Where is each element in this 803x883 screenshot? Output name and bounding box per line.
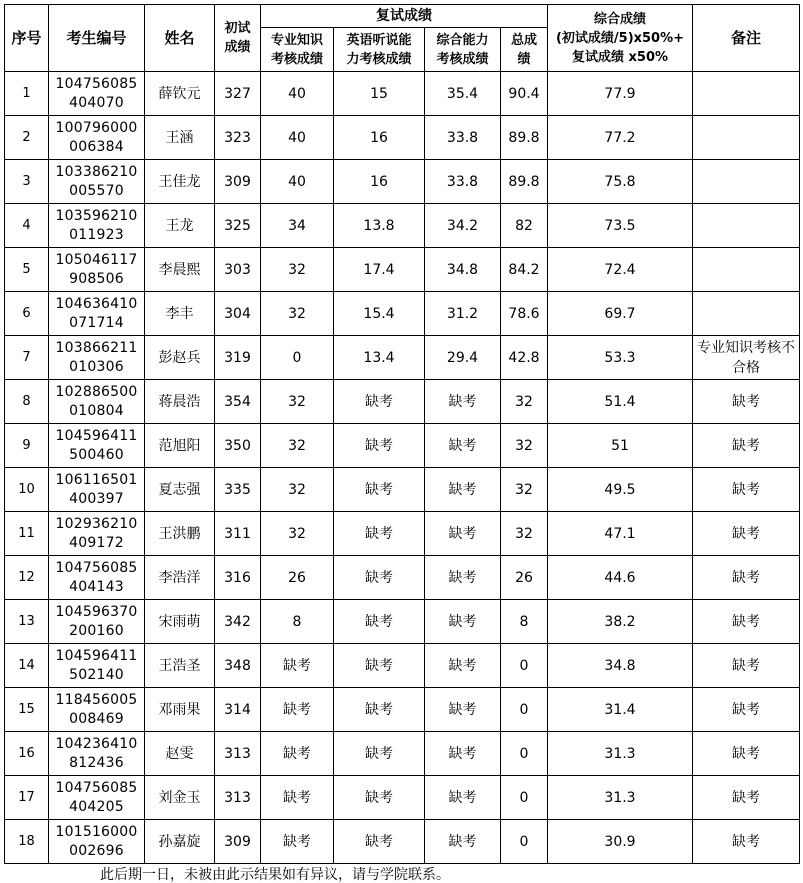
cell-total: 0 (501, 732, 548, 776)
cell-comprehensive: 29.4 (425, 336, 501, 380)
cell-exam-no-line: 103386210 (55, 163, 138, 180)
header-overall (548, 5, 693, 72)
cell-overall: 38.2 (548, 600, 693, 644)
cell-exam-no-line: 500460 (69, 446, 124, 463)
cell-total: 32 (501, 468, 548, 512)
cell-english: 缺考 (334, 556, 425, 600)
cell-total: 8 (501, 600, 548, 644)
cell-total: 32 (501, 512, 548, 556)
table-row (5, 72, 800, 116)
cell-exam-no-line: 104596411 (55, 427, 138, 444)
header-initial-score (215, 5, 261, 72)
cell-total: 0 (501, 776, 548, 820)
cell-name: 薛钦元 (145, 72, 215, 116)
cell-exam-no-line: 101516000 (55, 823, 138, 840)
cell-index: 10 (5, 468, 49, 512)
cell-total: 42.8 (501, 336, 548, 380)
cell-index: 8 (5, 380, 49, 424)
cell-overall: 53.3 (548, 336, 693, 380)
header-english-line1: 英语听说能 (346, 32, 412, 48)
cell-initial-score: 316 (215, 556, 261, 600)
cell-exam-no-line: 010804 (69, 402, 124, 419)
cell-initial-score: 335 (215, 468, 261, 512)
table-row (5, 512, 800, 556)
cell-total: 82 (501, 204, 548, 248)
cell-professional: 32 (261, 292, 334, 336)
header-initial-score-line1: 初试 (224, 21, 251, 36)
cell-overall: 31.3 (548, 776, 693, 820)
table-row (5, 820, 800, 864)
cell-comprehensive: 缺考 (425, 556, 501, 600)
cell-overall: 47.1 (548, 512, 693, 556)
cell-remark (693, 248, 800, 292)
table-row (5, 600, 800, 644)
cell-exam-no (49, 336, 145, 380)
cell-name: 刘金玉 (145, 776, 215, 820)
cell-exam-no-line: 104756085 (55, 75, 138, 92)
header-exam-no: 考生编号 (49, 5, 145, 72)
table-row (5, 336, 800, 380)
cell-overall: 77.9 (548, 72, 693, 116)
cell-total: 0 (501, 688, 548, 732)
cell-overall: 51 (548, 424, 693, 468)
table-row (5, 424, 800, 468)
header-professional-line1: 专业知识 (270, 32, 323, 48)
cell-english: 15.4 (334, 292, 425, 336)
cell-exam-no-line: 071714 (69, 314, 124, 331)
cell-exam-no (49, 688, 145, 732)
header-overall-formula-line1: (初试成绩/5)x50%+ (555, 30, 685, 46)
cell-name: 彭赵兵 (145, 336, 215, 380)
cell-english: 缺考 (334, 820, 425, 864)
cell-initial-score: 309 (215, 820, 261, 864)
header-total-line2: 绩 (517, 51, 531, 67)
cell-overall: 77.2 (548, 116, 693, 160)
cell-overall: 34.8 (548, 644, 693, 688)
header-total-line1: 总成 (510, 32, 537, 48)
header-retest-group: 复试成绩 (261, 5, 548, 28)
cell-initial-score: 311 (215, 512, 261, 556)
cell-initial-score: 313 (215, 732, 261, 776)
cell-remark: 缺考 (693, 688, 800, 732)
table-row (5, 204, 800, 248)
cell-exam-no (49, 424, 145, 468)
cell-total: 90.4 (501, 72, 548, 116)
cell-name: 夏志强 (145, 468, 215, 512)
table-row (5, 292, 800, 336)
cell-exam-no-line: 409172 (69, 534, 124, 551)
cell-index: 17 (5, 776, 49, 820)
cell-overall: 75.8 (548, 160, 693, 204)
cell-index: 7 (5, 336, 49, 380)
cell-comprehensive: 31.2 (425, 292, 501, 336)
header-total (501, 28, 548, 72)
header-overall-title: 综合成绩 (593, 11, 646, 27)
cell-index: 4 (5, 204, 49, 248)
cell-total: 32 (501, 380, 548, 424)
cell-name: 孙嘉旋 (145, 820, 215, 864)
cell-exam-no-line: 404143 (69, 578, 124, 595)
table-row (5, 468, 800, 512)
cell-name: 范旭阳 (145, 424, 215, 468)
cell-remark: 缺考 (693, 468, 800, 512)
cell-total: 32 (501, 424, 548, 468)
cell-exam-no (49, 248, 145, 292)
cell-professional: 缺考 (261, 732, 334, 776)
cell-exam-no (49, 292, 145, 336)
cell-exam-no-line: 200160 (69, 622, 124, 639)
cell-index: 15 (5, 688, 49, 732)
cell-initial-score: 304 (215, 292, 261, 336)
footer-note: 此后期一日，未被由此示结果如有异议，请与学院联系。 (100, 867, 450, 883)
cell-index: 2 (5, 116, 49, 160)
cell-remark (693, 72, 800, 116)
cell-exam-no (49, 380, 145, 424)
table-row (5, 116, 800, 160)
cell-index: 14 (5, 644, 49, 688)
cell-remark: 缺考 (693, 820, 800, 864)
cell-comprehensive: 缺考 (425, 468, 501, 512)
cell-name: 宋雨萌 (145, 600, 215, 644)
header-comprehensive-line2: 考核成绩 (436, 51, 489, 67)
cell-index: 11 (5, 512, 49, 556)
cell-remark (693, 292, 800, 336)
header-remark: 备注 (693, 5, 800, 72)
cell-exam-no (49, 72, 145, 116)
header-english-line2: 力考核成绩 (346, 51, 412, 67)
cell-initial-score: 314 (215, 688, 261, 732)
cell-initial-score: 348 (215, 644, 261, 688)
cell-english: 15 (334, 72, 425, 116)
cell-total: 89.8 (501, 160, 548, 204)
cell-overall: 44.6 (548, 556, 693, 600)
cell-exam-no-line: 104636410 (55, 295, 138, 312)
cell-comprehensive: 35.4 (425, 72, 501, 116)
cell-name: 王浩圣 (145, 644, 215, 688)
table-row (5, 556, 800, 600)
cell-comprehensive: 缺考 (425, 380, 501, 424)
cell-initial-score: 303 (215, 248, 261, 292)
cell-comprehensive: 33.8 (425, 160, 501, 204)
cell-overall: 51.4 (548, 380, 693, 424)
cell-initial-score: 323 (215, 116, 261, 160)
cell-exam-no (49, 512, 145, 556)
cell-comprehensive: 缺考 (425, 512, 501, 556)
header-english (334, 28, 425, 72)
cell-professional: 8 (261, 600, 334, 644)
cell-overall: 31.3 (548, 732, 693, 776)
header-index: 序号 (5, 5, 49, 72)
cell-name: 王洪鹏 (145, 512, 215, 556)
table-row (5, 248, 800, 292)
header-professional-line2: 考核成绩 (270, 51, 323, 67)
cell-exam-no-line: 106116501 (55, 471, 138, 488)
cell-exam-no-line: 404070 (69, 94, 124, 111)
cell-comprehensive: 34.8 (425, 248, 501, 292)
cell-remark: 专业知识考核不合格 (693, 336, 800, 380)
cell-exam-no (49, 116, 145, 160)
table-row (5, 644, 800, 688)
cell-english: 缺考 (334, 776, 425, 820)
cell-professional: 26 (261, 556, 334, 600)
cell-remark (693, 160, 800, 204)
cell-exam-no-line: 502140 (69, 666, 124, 683)
cell-index: 16 (5, 732, 49, 776)
cell-overall: 72.4 (548, 248, 693, 292)
cell-comprehensive: 34.2 (425, 204, 501, 248)
cell-english: 16 (334, 160, 425, 204)
cell-exam-no-line: 008469 (69, 710, 124, 727)
cell-remark (693, 204, 800, 248)
cell-exam-no (49, 160, 145, 204)
cell-remark: 缺考 (693, 424, 800, 468)
cell-remark: 缺考 (693, 512, 800, 556)
cell-overall: 69.7 (548, 292, 693, 336)
cell-english: 缺考 (334, 688, 425, 732)
cell-index: 18 (5, 820, 49, 864)
cell-english: 16 (334, 116, 425, 160)
cell-exam-no-line: 010306 (69, 358, 124, 375)
cell-overall: 73.5 (548, 204, 693, 248)
cell-exam-no-line: 908506 (69, 270, 124, 287)
cell-exam-no-line: 102936210 (55, 515, 138, 532)
cell-remark: 缺考 (693, 732, 800, 776)
cell-total: 78.6 (501, 292, 548, 336)
cell-professional: 缺考 (261, 644, 334, 688)
cell-professional: 缺考 (261, 820, 334, 864)
cell-professional: 32 (261, 424, 334, 468)
cell-exam-no-line: 812436 (69, 754, 124, 771)
cell-exam-no-line: 002696 (69, 842, 124, 859)
cell-name: 李丰 (145, 292, 215, 336)
cell-overall: 49.5 (548, 468, 693, 512)
cell-initial-score: 309 (215, 160, 261, 204)
table-header (5, 5, 800, 72)
cell-exam-no (49, 776, 145, 820)
cell-exam-no (49, 556, 145, 600)
header-comprehensive (425, 28, 501, 72)
table-row (5, 688, 800, 732)
cell-exam-no (49, 468, 145, 512)
cell-exam-no-line: 104596411 (55, 647, 138, 664)
cell-exam-no-line: 400397 (69, 490, 124, 507)
cell-comprehensive: 缺考 (425, 424, 501, 468)
header-name: 姓名 (145, 5, 215, 72)
cell-index: 9 (5, 424, 49, 468)
cell-initial-score: 350 (215, 424, 261, 468)
cell-index: 5 (5, 248, 49, 292)
cell-total: 84.2 (501, 248, 548, 292)
cell-professional: 32 (261, 468, 334, 512)
cell-exam-no (49, 820, 145, 864)
cell-remark: 缺考 (693, 600, 800, 644)
cell-name: 王佳龙 (145, 160, 215, 204)
cell-initial-score: 327 (215, 72, 261, 116)
cell-exam-no-line: 103866211 (55, 339, 138, 356)
table-row (5, 160, 800, 204)
cell-english: 缺考 (334, 468, 425, 512)
cell-index: 3 (5, 160, 49, 204)
cell-exam-no-line: 104756085 (55, 779, 138, 796)
table-row (5, 732, 800, 776)
cell-name: 王龙 (145, 204, 215, 248)
cell-english: 13.4 (334, 336, 425, 380)
table-row (5, 776, 800, 820)
cell-name: 王涵 (145, 116, 215, 160)
cell-comprehensive: 缺考 (425, 820, 501, 864)
cell-name: 蒋晨浩 (145, 380, 215, 424)
table-body (5, 72, 800, 864)
cell-comprehensive: 33.8 (425, 116, 501, 160)
cell-english: 缺考 (334, 732, 425, 776)
header-initial-score-line2: 成绩 (224, 40, 251, 55)
cell-professional: 32 (261, 248, 334, 292)
cell-exam-no-line: 011923 (69, 226, 124, 243)
cell-initial-score: 325 (215, 204, 261, 248)
cell-english: 17.4 (334, 248, 425, 292)
cell-index: 6 (5, 292, 49, 336)
cell-english: 13.8 (334, 204, 425, 248)
cell-exam-no (49, 600, 145, 644)
cell-exam-no-line: 104756085 (55, 559, 138, 576)
cell-remark: 缺考 (693, 556, 800, 600)
cell-remark: 缺考 (693, 776, 800, 820)
cell-initial-score: 354 (215, 380, 261, 424)
cell-remark: 缺考 (693, 644, 800, 688)
cell-professional: 0 (261, 336, 334, 380)
header-comprehensive-line1: 综合能力 (436, 32, 489, 48)
cell-exam-no-line: 105046117 (55, 251, 138, 268)
cell-english: 缺考 (334, 512, 425, 556)
cell-total: 26 (501, 556, 548, 600)
cell-exam-no-line: 102886500 (55, 383, 138, 400)
cell-exam-no-line: 005570 (69, 182, 124, 199)
header-overall-formula-line2: 复试成绩 x50% (571, 49, 669, 65)
cell-name: 李晨熙 (145, 248, 215, 292)
cell-index: 13 (5, 600, 49, 644)
header-professional (261, 28, 334, 72)
cell-total: 89.8 (501, 116, 548, 160)
cell-professional: 缺考 (261, 688, 334, 732)
cell-overall: 30.9 (548, 820, 693, 864)
cell-professional: 40 (261, 72, 334, 116)
cell-exam-no-line: 103596210 (55, 207, 138, 224)
cell-name: 李浩洋 (145, 556, 215, 600)
cell-english: 缺考 (334, 424, 425, 468)
cell-exam-no (49, 644, 145, 688)
cell-english: 缺考 (334, 380, 425, 424)
cell-english: 缺考 (334, 600, 425, 644)
cell-total: 0 (501, 820, 548, 864)
cell-initial-score: 342 (215, 600, 261, 644)
cell-remark: 缺考 (693, 380, 800, 424)
cell-initial-score: 319 (215, 336, 261, 380)
cell-name: 赵雯 (145, 732, 215, 776)
cell-index: 1 (5, 72, 49, 116)
cell-professional: 32 (261, 512, 334, 556)
cell-professional: 32 (261, 380, 334, 424)
cell-professional: 34 (261, 204, 334, 248)
cell-comprehensive: 缺考 (425, 688, 501, 732)
cell-professional: 40 (261, 116, 334, 160)
table-row (5, 380, 800, 424)
cell-total: 0 (501, 644, 548, 688)
cell-index: 12 (5, 556, 49, 600)
cell-exam-no (49, 732, 145, 776)
cell-exam-no-line: 118456005 (55, 691, 138, 708)
cell-comprehensive: 缺考 (425, 732, 501, 776)
cell-initial-score: 313 (215, 776, 261, 820)
cell-comprehensive: 缺考 (425, 644, 501, 688)
cell-comprehensive: 缺考 (425, 776, 501, 820)
score-table (4, 4, 800, 864)
cell-professional: 40 (261, 160, 334, 204)
cell-remark (693, 116, 800, 160)
cell-comprehensive: 缺考 (425, 600, 501, 644)
cell-english: 缺考 (334, 644, 425, 688)
cell-exam-no-line: 100796000 (55, 119, 138, 136)
cell-exam-no-line: 104596370 (55, 603, 138, 620)
cell-overall: 31.4 (548, 688, 693, 732)
cell-professional: 缺考 (261, 776, 334, 820)
cell-exam-no-line: 104236410 (55, 735, 138, 752)
cell-exam-no-line: 006384 (69, 138, 124, 155)
cell-exam-no (49, 204, 145, 248)
cell-name: 邓雨果 (145, 688, 215, 732)
cell-exam-no-line: 404205 (69, 798, 124, 815)
